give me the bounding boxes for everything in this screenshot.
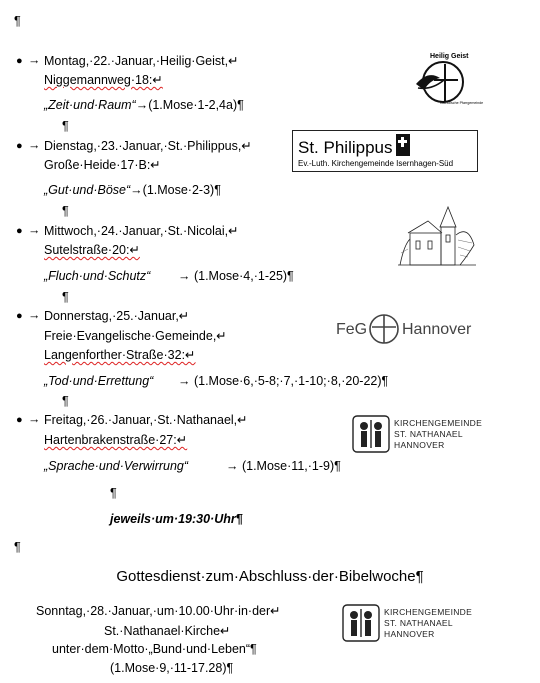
bullet-icon: ● [16,414,23,426]
event-3-theme[interactable] [44,269,150,283]
nathanael-logo-line-3: HANNOVER [394,440,445,450]
heilig-geist-logo [410,50,484,106]
event-1-theme-title: „Zeit·und·Raum“ [44,98,136,112]
tab-arrow-icon: → [28,412,41,426]
event-2-line-1[interactable]: Dienstag,·23.·Januar,·St.·Philippus,↵ [44,139,252,153]
event-4-theme-title: „Tod·und·Errettung“ [44,374,154,388]
closing-line-2[interactable]: St.·Nathanael·Kirche↵ [104,624,231,638]
event-1-line-2[interactable]: Niggemannweg·18:↵ [44,73,163,87]
closing-service-heading[interactable]: Gottesdienst·zum·Abschluss·der·Bibelwoche¶ [116,568,424,585]
pilcrow-mark: ¶ [110,486,117,500]
pilcrow-mark: ¶ [62,290,69,304]
event-4-line-3[interactable]: Langenforther·Straße·32:↵ [44,348,196,362]
event-2-theme[interactable] [44,183,221,197]
tab-arrow-icon: → [28,223,41,237]
feg-logo-city: Hannover [402,321,472,338]
nathanael-logo-line-3: HANNOVER [384,629,435,639]
event-3-bible-ref: → (1.Mose·4,·1-25)¶ [178,269,294,283]
closing-line-4[interactable]: (1.Mose·9,·11-17.28)¶ [110,661,234,675]
closing-line-1[interactable]: Sonntag,·28.·Januar,·um·10.00·Uhr·in·der↵ [36,604,281,618]
nathanael-logo-line-2: ST. NATHANAEL [384,618,453,628]
cross-figure-icon [396,134,410,156]
st-nathanael-logo [352,414,502,456]
bullet-icon: ● [16,310,23,322]
heilig-geist-logo-text: Heilig Geist [430,53,469,60]
nathanael-emblem-icon [342,603,380,643]
pilcrow-mark: ¶ [62,204,69,218]
cross-circle-icon [368,313,400,345]
event-5-theme[interactable] [44,459,188,473]
heilig-geist-logo-subtext: Katholische Pfarrgemeinde [440,101,484,105]
event-3-theme-title: „Fluch·und·Schutz“ [44,269,151,283]
event-5-line-2[interactable]: Hartenbrakenstraße·27:↵ [44,433,188,447]
st-philippus-logo [292,130,478,172]
event-3-line-1[interactable]: Mittwoch,·24.·Januar,·St.·Nicolai,↵ [44,224,239,238]
bullet-icon: ● [16,55,23,67]
closing-line-3[interactable]: unter·dem·Motto·„Bund·und·Leben“¶ [52,642,257,656]
tab-arrow-icon: → [28,308,41,322]
nathanael-emblem-icon [352,414,390,454]
st-philippus-logo-subtitle: Ev.-Luth. Kirchengemeinde Isernhagen-Süd [298,159,454,168]
event-2-line-2[interactable]: Große·Heide·17·B:↵ [44,158,161,172]
event-4-bible-ref: → (1.Mose·6,·5-8;·7,·1-10;·8,·20-22)¶ [178,374,389,388]
event-4-theme[interactable] [44,374,153,388]
nathanael-logo-line-1: KIRCHENGEMEINDE [384,607,473,617]
time-note[interactable]: jeweils·um·19:30·Uhr¶ [110,512,243,526]
pilcrow-mark: ¶ [14,540,21,554]
pilcrow-mark: ¶ [62,394,69,408]
pilcrow-mark: ¶ [14,14,21,28]
event-5-bible-ref: → (1.Mose·11,·1-9)¶ [226,459,341,473]
event-4-line-2[interactable]: Freie·Evangelische·Gemeinde,↵ [44,329,227,343]
nathanael-logo-line-2: ST. NATHANAEL [394,429,463,439]
event-5-line-1[interactable]: Freitag,·26.·Januar,·St.·Nathanael,↵ [44,413,248,427]
tab-arrow-icon: → [28,53,41,67]
nathanael-logo-line-1: KIRCHENGEMEINDE [394,418,483,428]
event-1-bible-ref: →(1.Mose·1-2,4a)¶ [135,98,244,112]
event-2-theme-title: „Gut·und·Böse“ [44,183,131,197]
event-5-theme-title: „Sprache·und·Verwirrung“ [44,459,189,473]
event-3-line-2[interactable]: Sutelstraße·20:↵ [44,243,140,257]
bullet-icon: ● [16,225,23,237]
pilcrow-mark: ¶ [62,119,69,133]
feg-hannover-logo [336,313,484,349]
bullet-icon: ● [16,140,23,152]
event-2-bible-ref: →(1.Mose·2-3)¶ [130,183,221,197]
event-1-line-1[interactable]: Montag,·22.·Januar,·Heilig·Geist,↵ [44,54,239,68]
tab-arrow-icon: → [28,138,41,152]
feg-logo-text: FeG [336,321,368,338]
event-4-line-1[interactable]: Donnerstag,·25.·Januar,↵ [44,309,190,323]
st-nicolai-church-drawing [398,205,476,267]
st-philippus-logo-name: St. Philippus [298,138,393,157]
event-1-theme[interactable] [44,98,244,112]
st-nathanael-logo [342,603,492,645]
